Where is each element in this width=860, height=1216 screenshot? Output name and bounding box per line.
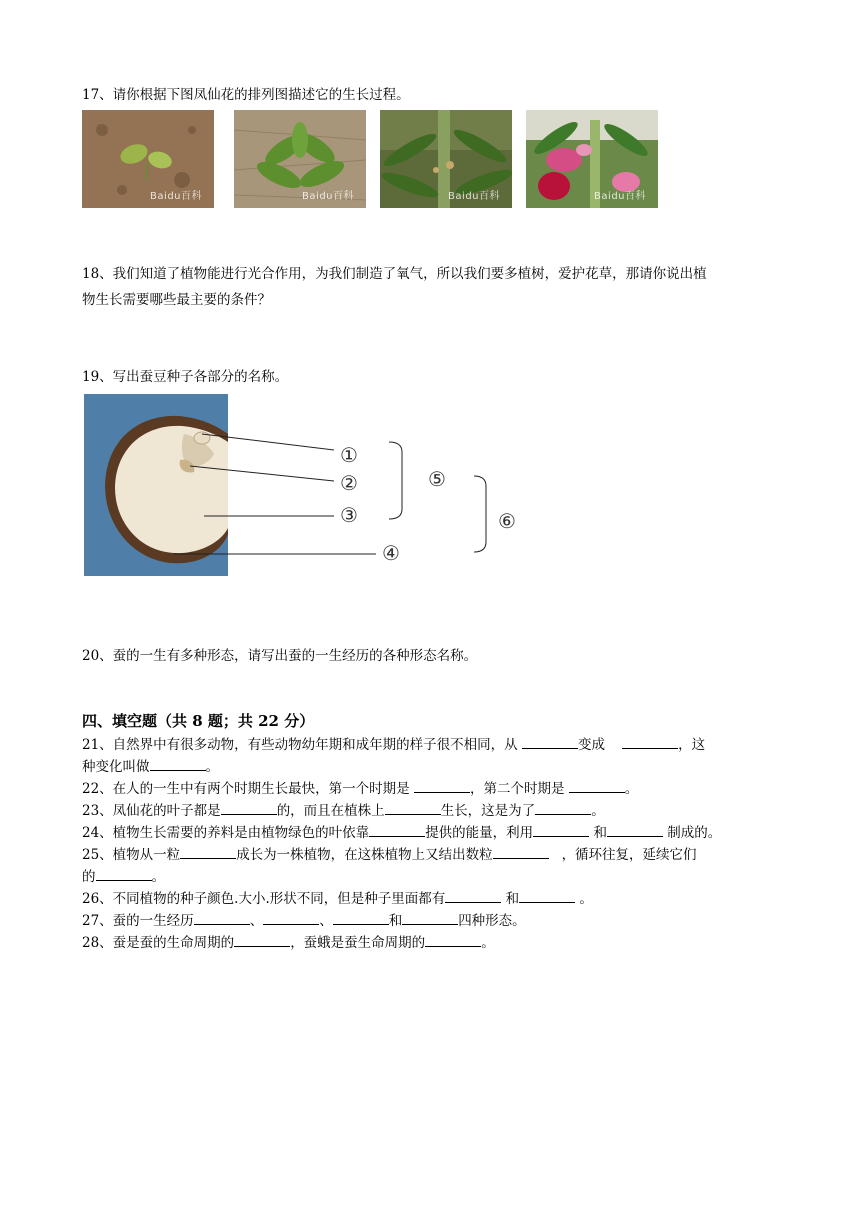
answer-blank[interactable] — [221, 800, 277, 815]
answer-blank[interactable] — [535, 800, 591, 815]
section-heading: 四、填空题（共 8 题；共 22 分） — [82, 712, 315, 730]
answer-blank[interactable] — [263, 910, 319, 925]
answer-blank[interactable] — [607, 822, 663, 837]
answer-blank[interactable] — [519, 888, 575, 903]
seed-label-6: ⑥ — [498, 509, 516, 533]
answer-blank[interactable] — [194, 910, 250, 925]
question-27: 27、蚕的一生经历 、 、 和 四种形态。 — [82, 910, 782, 932]
question-21: 21、自然界中有很多动物，有些动物幼年期和成年期的样子很不相同，从 变成 ，这 种变化叫做 。 — [82, 734, 782, 778]
answer-blank[interactable] — [425, 932, 481, 947]
broad-bean-seed-diagram — [84, 394, 534, 578]
question-25: 25、植物从一粒 成长为一株植物，在这株植物上又结出数粒 ，循环往复，延续它们 的 。 — [82, 844, 782, 888]
watermark: Baidu百科 — [150, 191, 202, 202]
question-24: 24、植物生长需要的养料是由植物绿色的叶依靠 提供的能量，利用 和 制成的。 — [82, 822, 782, 844]
answer-blank[interactable] — [402, 910, 458, 925]
answer-blank[interactable] — [445, 888, 501, 903]
answer-blank[interactable] — [96, 866, 152, 881]
answer-blank[interactable] — [180, 844, 236, 859]
answer-blank[interactable] — [622, 734, 678, 749]
watermark: Baidu百科 — [448, 191, 500, 202]
question-20: 20、蚕的一生有多种形态，请写出蚕的一生经历的各种形态名称。 — [82, 648, 478, 664]
question-28: 28、蚕是蚕的生命周期的 ，蚕蛾是蚕生命周期的 。 — [82, 932, 782, 954]
answer-blank[interactable] — [533, 822, 589, 837]
seed-label-5: ⑤ — [428, 467, 446, 491]
answer-blank[interactable] — [150, 756, 206, 771]
question-26: 26、不同植物的种子颜色.大小.形状不同，但是种子里面都有 和 。 — [82, 888, 782, 910]
answer-blank[interactable] — [333, 910, 389, 925]
question-22: 22、在人的一生中有两个时期生长最快，第一个时期是 ，第二个时期是 。 — [82, 778, 782, 800]
watermark: Baidu百科 — [302, 191, 354, 202]
question-23: 23、凤仙花的叶子都是 的，而且在植株上 生长，这是为了 。 — [82, 800, 782, 822]
question-17: 17、请你根据下图凤仙花的排列图描述它的生长过程。 — [82, 87, 410, 103]
young-plant-photo — [234, 110, 366, 208]
flowering-plant-photo — [526, 110, 658, 208]
seed-label-4: ④ — [382, 541, 400, 565]
seed-label-3: ③ — [340, 503, 358, 527]
seed-label-1: ① — [340, 443, 358, 467]
watermark: Baidu百科 — [594, 191, 646, 202]
answer-blank[interactable] — [569, 778, 625, 793]
answer-blank[interactable] — [234, 932, 290, 947]
answer-blank[interactable] — [369, 822, 425, 837]
answer-blank[interactable] — [385, 800, 441, 815]
answer-blank[interactable] — [522, 734, 578, 749]
answer-blank[interactable] — [414, 778, 470, 793]
question-18-line-2: 物生长需要哪些最主要的条件？ — [82, 292, 271, 308]
answer-blank[interactable] — [493, 844, 549, 859]
seed-label-2: ② — [340, 471, 358, 495]
question-18-line-1: 18、我们知道了植物能进行光合作用，为我们制造了氧气，所以我们要多植树，爱护花草，那请你说出植 — [82, 266, 707, 282]
mature-plant-photo — [380, 110, 512, 208]
question-19: 19、写出蚕豆种子各部分的名称。 — [82, 369, 289, 385]
seedling-photo — [82, 110, 214, 208]
